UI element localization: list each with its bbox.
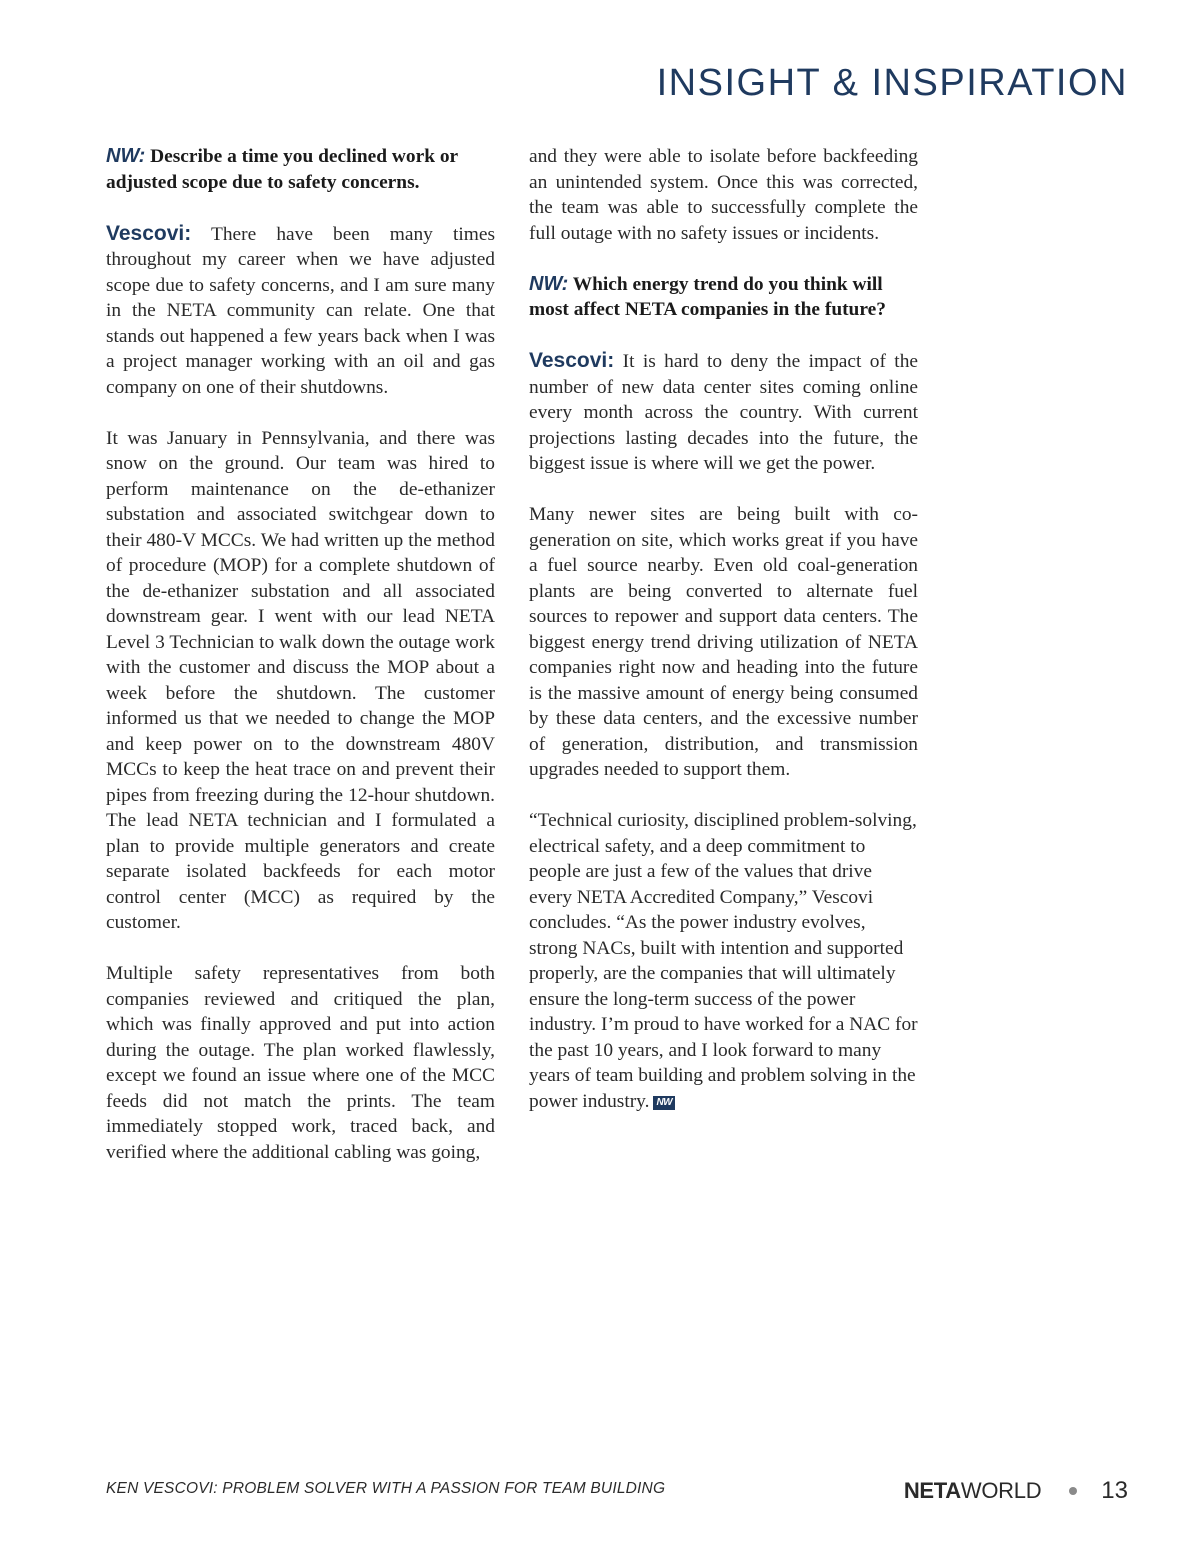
paragraph: It was January in Pennsylvania, and there was snow on the ground. Our team was hired to perform maintenance on the de-ethanizer substation and associated switchgear down to their 480-V MCCs. We had written up the method of procedure (MOP) for a complete shutdown of the de-ethanizer substation and all associated downstream gear. I went with our lead NETA Level 3 Technician to walk down the outage work with the customer and discuss the MOP about a week before the shutdown. The customer informed us that we needed to change the MOP and keep power on to the downstream 480V MCCs to keep the heat trace on and prevent their pipes from freezing during the 12-hour shutdown. The lead NETA technician and I formulated a plan to provide multiple generators and create separate isolated backfeeds for each motor control center (MCC) as required by the customer. [106,427,495,933]
question-text: Which energy trend do you think will most affect NETA companies in the future? [529,273,886,320]
page-number: 13 [1101,1477,1128,1504]
closing-paragraph [529,808,918,1114]
speaker-tag: Vescovi: [106,221,192,245]
article-title-footer: KEN VESCOVI: PROBLEM SOLVER WITH A PASSION FOR TEAM BUILDING [106,1480,666,1497]
brand-name-bold: NETA [903,1478,961,1503]
left-column [106,144,495,1191]
question-2 [529,272,918,323]
answer-2 [529,348,918,477]
answer-text: It is hard to deny the impact of the number of new data center sites coming online every month across the country. With current projections lasting decades into the future, the biggest issue is where will we get the power. [529,351,918,474]
paragraph: Many newer sites are being built with co-generation on site, which works great if you have a fuel source nearby. Even old coal-generation plants are being converted to alternate fuel sources to repower and support data centers. The biggest energy trend driving utilization of NETA companies right now and heading into the future is the massive amount of energy being consumed by these data centers, and the excessive number of generation, distribution, and transmission upgrades needed to support them. [529,504,918,780]
separator-dot-icon [1069,1487,1077,1495]
question-tag: NW: [529,272,569,295]
end-mark-icon: NW [653,1096,675,1110]
paragraph: Multiple safety representatives from both companies reviewed and critiqued the plan, which was finally approved and put into action during the outage. The plan worked flawlessly, except we found an issue where one of the MCC feeds did not match the prints. The team immediately stopped work, traced back, and verified where the additional cabling was going, [106,963,495,1163]
question-1 [106,144,495,195]
closing-text: “Technical curiosity, disciplined problem-solving, electrical safety, and a deep commitment to people are just a few of the values that drive every NETA Accredited Company,” Vescovi concludes. “As the power industry evolves, strong NACs, built with intention and supported properly, are the companies that will ultimately ensure the long-term success of the power industry. I’m proud to have worked for a NAC for the past 10 years, and I look forward to many years of team building and problem solving in the power industry. [529,810,918,1112]
paragraph: and they were able to isolate before backfeeding an unintended system. Once this was corrected, the team was able to successfully complete the full outage with no safety issues or incidents. [529,146,918,244]
question-tag: NW: [106,145,146,167]
answer-1 [106,221,495,401]
brand-name-light: WORLD [960,1478,1042,1503]
footer-branding [904,1477,1128,1505]
question-text: Describe a time you declined work or adjusted scope due to safety concerns. [106,146,458,193]
section-title: INSIGHT & INSPIRATION [656,62,1128,104]
right-column [529,144,918,1140]
speaker-tag: Vescovi: [529,349,615,372]
answer-text: There have been many times throughout my career when we have adjusted scope due to safety concerns, and I am sure many in the NETA community can relate. One that stands out happened a few years back when I was a project manager working with an oil and gas company on one of their shutdowns. [106,223,495,398]
